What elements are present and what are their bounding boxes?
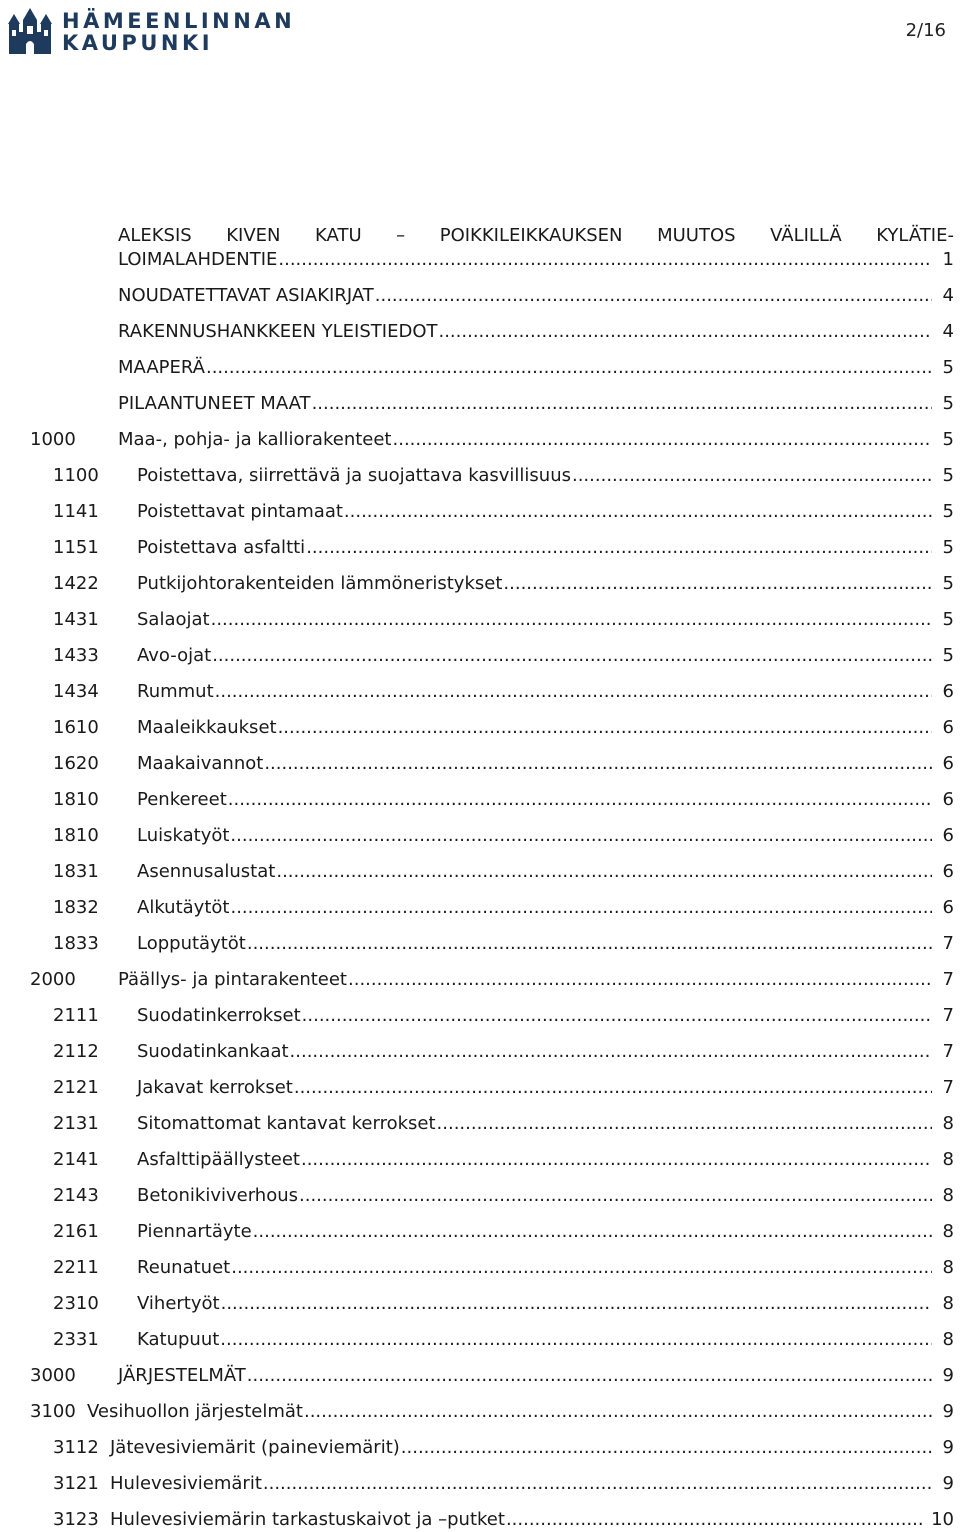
toc-entry-page: 4	[936, 321, 954, 342]
toc-entry-number: 1610	[53, 717, 99, 738]
toc-entry-title: Sitomattomat kantavat kerrokset	[137, 1113, 436, 1134]
toc-entry-title: Betonikiviverhous	[137, 1185, 298, 1206]
toc-entry-title: Hulevesiviemärin tarkastuskaivot ja –putket	[110, 1509, 505, 1530]
toc-entry[interactable]	[30, 968, 954, 992]
toc-leader-dots	[302, 1004, 932, 1028]
toc-entry-number: 1832	[53, 897, 99, 918]
toc-entry-page: 5	[936, 393, 954, 414]
toc-entry[interactable]	[53, 1112, 954, 1136]
toc-entry-title: NOUDATETTAVAT ASIAKIRJAT	[118, 285, 374, 306]
toc-leader-dots	[506, 1508, 932, 1532]
toc-leader-dots	[401, 1436, 932, 1460]
toc-first-entry-word: KYLÄTIE-	[876, 225, 954, 246]
toc-entry-page: 9	[936, 1437, 954, 1458]
toc-entry-title: Jätevesiviemärit (paineviemärit)	[110, 1437, 400, 1458]
toc-leader-dots	[206, 356, 932, 380]
toc-entry-number: 1431	[53, 609, 99, 630]
toc-leader-dots	[344, 500, 932, 524]
toc-entry-page: 9	[936, 1473, 954, 1494]
toc-entry-title: Asennusalustat	[137, 861, 276, 882]
toc-first-entry-word: –	[396, 225, 406, 246]
toc-entry-number: 2331	[53, 1329, 99, 1350]
toc-entry-number: 2121	[53, 1077, 99, 1098]
toc-entry-title: PILAANTUNEET MAAT	[118, 393, 311, 414]
toc-entry-title: Poistettava asfaltti	[137, 537, 306, 558]
toc-leader-dots	[348, 968, 932, 992]
toc-entry-number: 2112	[53, 1041, 99, 1062]
toc-entry-title: Lopputäytöt	[137, 933, 246, 954]
toc-leader-dots	[278, 716, 932, 740]
toc-entry-page: 6	[936, 789, 954, 810]
toc-first-entry-word: POIKKILEIKKAUKSEN	[439, 225, 623, 246]
city-crest-icon	[6, 6, 54, 56]
toc-entry-page: 5	[936, 429, 954, 450]
toc-entry-title: Salaojat	[137, 609, 210, 630]
toc-entry[interactable]	[53, 1328, 954, 1352]
toc-entry-title: Poistettavat pintamaat	[137, 501, 343, 522]
toc-entry-title: Poistettava, siirrettävä ja suojattava kasvillisuus	[137, 465, 571, 486]
toc-entry-title: LOIMALAHDENTIE	[118, 249, 278, 270]
toc-leader-dots	[312, 392, 932, 416]
toc-leader-dots	[211, 608, 932, 632]
toc-entry-number: 1141	[53, 501, 99, 522]
toc-entry[interactable]	[53, 1472, 954, 1496]
toc-entry-page: 10	[925, 1509, 954, 1530]
toc-first-entry-word: KATU	[315, 225, 362, 246]
toc-entry-title: Päällys- ja pintarakenteet	[118, 969, 347, 990]
toc-leader-dots	[247, 932, 932, 956]
toc-entry-page: 8	[936, 1329, 954, 1350]
city-logo-text	[62, 10, 295, 54]
toc-entry[interactable]	[53, 644, 954, 668]
toc-entry[interactable]	[118, 320, 954, 344]
toc-leader-dots	[230, 824, 932, 848]
toc-entry-title: Avo-ojat	[137, 645, 212, 666]
toc-entry[interactable]	[53, 680, 954, 704]
toc-entry-number: 3100	[30, 1401, 76, 1422]
toc-entry-page: 8	[936, 1149, 954, 1170]
toc-leader-dots	[437, 1112, 932, 1136]
toc-entry-page: 5	[936, 465, 954, 486]
toc-entry-number: 1151	[53, 537, 99, 558]
toc-entry[interactable]	[53, 1508, 954, 1532]
toc-entry[interactable]	[118, 356, 954, 380]
toc-entry-page: 7	[936, 1041, 954, 1062]
toc-entry-number: 3121	[53, 1473, 99, 1494]
toc-entry-title: Putkijohtorakenteiden lämmöneristykset	[137, 573, 503, 594]
toc-entry-number: 1620	[53, 753, 99, 774]
toc-first-entry-line2[interactable]	[118, 248, 954, 272]
toc-leader-dots	[438, 320, 932, 344]
logo-line-2: KAUPUNKI	[62, 31, 214, 55]
toc-entry[interactable]	[53, 896, 954, 920]
toc-entry-number: 1831	[53, 861, 99, 882]
toc-entry-number: 2161	[53, 1221, 99, 1242]
toc-entry-number: 1434	[53, 681, 99, 702]
toc-entry[interactable]	[53, 572, 954, 596]
toc-first-entry-word: KIVEN	[226, 225, 281, 246]
toc-leader-dots	[220, 1328, 932, 1352]
toc-entry-title: Penkereet	[137, 789, 227, 810]
toc-entry-number: 1833	[53, 933, 99, 954]
toc-entry[interactable]	[53, 1292, 954, 1316]
toc-first-entry-word: ALEKSIS	[118, 225, 192, 246]
toc-entry[interactable]	[53, 500, 954, 524]
toc-entry-number: 3000	[30, 1365, 76, 1386]
toc-entry-title: Rummut	[137, 681, 214, 702]
page-header	[0, 0, 960, 60]
toc-entry-page: 9	[936, 1401, 954, 1422]
toc-entry[interactable]	[30, 1364, 954, 1388]
toc-entry-number: 1422	[53, 573, 99, 594]
toc-entry-title: Maaleikkaukset	[137, 717, 277, 738]
toc-entry-page: 5	[936, 501, 954, 522]
toc-leader-dots	[503, 572, 932, 596]
toc-entry-title: Piennartäyte	[137, 1221, 252, 1242]
toc-leader-dots	[215, 680, 932, 704]
toc-entry-title: Katupuut	[137, 1329, 220, 1350]
toc-entry-page: 8	[936, 1257, 954, 1278]
toc-entry-number: 2141	[53, 1149, 99, 1170]
toc-entry[interactable]	[53, 1148, 954, 1172]
toc-entry-page: 1	[936, 249, 954, 270]
toc-entry[interactable]	[53, 1184, 954, 1208]
toc-entry-page: 7	[936, 969, 954, 990]
toc-entry-page: 6	[936, 897, 954, 918]
toc-leader-dots	[253, 1220, 932, 1244]
toc-entry-page: 8	[936, 1185, 954, 1206]
toc-entry-page: 6	[936, 681, 954, 702]
toc-entry-title: Vihertyöt	[137, 1293, 220, 1314]
toc-leader-dots	[230, 896, 932, 920]
toc-entry[interactable]	[118, 392, 954, 416]
toc-entry-page: 9	[936, 1365, 954, 1386]
toc-entry-number: 1100	[53, 465, 99, 486]
toc-entry-number: 2211	[53, 1257, 99, 1278]
toc-entry-number: 3112	[53, 1437, 99, 1458]
toc-entry[interactable]	[30, 1400, 954, 1424]
toc-entry[interactable]	[53, 716, 954, 740]
toc-entry-page: 6	[936, 861, 954, 882]
toc-first-entry-word: MUUTOS	[657, 225, 736, 246]
toc-entry-page: 6	[936, 753, 954, 774]
toc-entry-page: 8	[936, 1221, 954, 1242]
toc-leader-dots	[393, 428, 933, 452]
toc-entry-page: 7	[936, 1005, 954, 1026]
toc-entry[interactable]	[53, 464, 954, 488]
page-indicator: 2/16	[905, 20, 946, 41]
toc-entry-title: Luiskatyöt	[137, 825, 230, 846]
toc-entry[interactable]	[53, 1040, 954, 1064]
toc-leader-dots	[278, 248, 932, 272]
toc-leader-dots	[221, 1292, 932, 1316]
toc-entry-title: MAAPERÄ	[118, 357, 205, 378]
toc-entry[interactable]	[53, 860, 954, 884]
toc-entry-page: 5	[936, 357, 954, 378]
toc-entry-number: 2000	[30, 969, 76, 990]
toc-leader-dots	[375, 284, 932, 308]
toc-entry[interactable]	[53, 752, 954, 776]
toc-entry-page: 6	[936, 825, 954, 846]
toc-entry-number: 1810	[53, 825, 99, 846]
toc-entry-page: 5	[936, 573, 954, 594]
toc-entry[interactable]	[53, 1436, 954, 1460]
toc-entry-page: 5	[936, 537, 954, 558]
toc-entry-page: 4	[936, 285, 954, 306]
toc-leader-dots	[306, 536, 932, 560]
toc-leader-dots	[299, 1184, 932, 1208]
toc-leader-dots	[264, 752, 932, 776]
toc-entry-page: 7	[936, 933, 954, 954]
toc-entry-page: 5	[936, 609, 954, 630]
toc-leader-dots	[301, 1148, 932, 1172]
toc-entry[interactable]	[53, 608, 954, 632]
toc-leader-dots	[290, 1040, 932, 1064]
toc-leader-dots	[572, 464, 932, 488]
toc-entry-title: RAKENNUSHANKKEEN YLEISTIEDOT	[118, 321, 438, 342]
toc-first-entry-word: VÄLILLÄ	[770, 225, 842, 246]
toc-entry-number: 2310	[53, 1293, 99, 1314]
toc-entry-title: JÄRJESTELMÄT	[118, 1365, 246, 1386]
toc-entry-page: 6	[936, 717, 954, 738]
toc-entry-title: Vesihuollon järjestelmät	[87, 1401, 303, 1422]
toc-entry-page: 8	[936, 1293, 954, 1314]
toc-entry-title: Maa-, pohja- ja kalliorakenteet	[118, 429, 392, 450]
toc-entry-title: Jakavat kerrokset	[137, 1077, 293, 1098]
toc-entry-title: Maakaivannot	[137, 753, 264, 774]
toc-entry-title: Alkutäytöt	[137, 897, 230, 918]
toc-entry[interactable]	[53, 536, 954, 560]
toc-first-entry-line1[interactable]	[118, 224, 954, 248]
toc-entry-number: 1433	[53, 645, 99, 666]
toc-entry-number: 2111	[53, 1005, 99, 1026]
toc-entry[interactable]	[118, 284, 954, 308]
toc-entry[interactable]	[30, 428, 954, 452]
toc-entry-number: 3123	[53, 1509, 99, 1530]
toc-entry[interactable]	[53, 788, 954, 812]
toc-entry[interactable]	[53, 1256, 954, 1280]
toc-entry-page: 5	[936, 645, 954, 666]
toc-leader-dots	[263, 1472, 932, 1496]
toc-entry-number: 1000	[30, 429, 76, 450]
toc-entry-page: 7	[936, 1077, 954, 1098]
toc-leader-dots	[247, 1364, 932, 1388]
toc-entry-title: Hulevesiviemärit	[110, 1473, 262, 1494]
toc-entry[interactable]	[53, 932, 954, 956]
toc-entry-title: Asfalttipäällysteet	[137, 1149, 300, 1170]
toc-leader-dots	[276, 860, 932, 884]
toc-entry[interactable]	[53, 824, 954, 848]
toc-entry-title: Reunatuet	[137, 1257, 231, 1278]
toc-leader-dots	[304, 1400, 932, 1424]
toc-entry-number: 1810	[53, 789, 99, 810]
toc-entry-number: 2131	[53, 1113, 99, 1134]
toc-leader-dots	[228, 788, 932, 812]
toc-entry-page: 8	[936, 1113, 954, 1134]
toc-entry[interactable]	[53, 1004, 954, 1028]
toc-leader-dots	[231, 1256, 932, 1280]
toc-entry-title: Suodatinkerrokset	[137, 1005, 301, 1026]
toc-entry[interactable]	[53, 1076, 954, 1100]
toc-leader-dots	[294, 1076, 932, 1100]
logo-line-1: HÄMEENLINNAN	[62, 9, 296, 33]
toc-entry-number: 2143	[53, 1185, 99, 1206]
toc-leader-dots	[212, 644, 932, 668]
toc-entry[interactable]	[53, 1220, 954, 1244]
toc-entry-title: Suodatinkankaat	[137, 1041, 289, 1062]
